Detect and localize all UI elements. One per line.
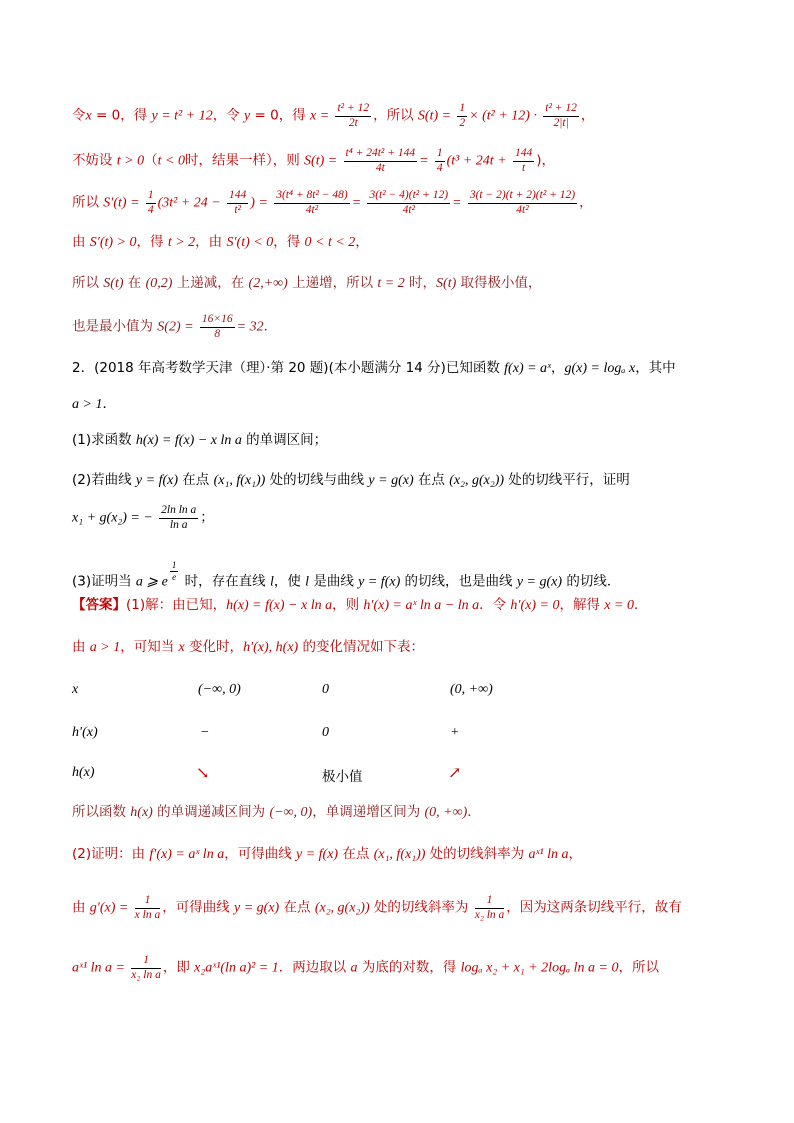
- text: 为底的对数，得: [357, 959, 461, 976]
- text: ，单调递增区间为: [312, 804, 425, 820]
- math: (x₁, f(x₁)): [213, 473, 266, 488]
- text: ，令: [212, 107, 244, 124]
- math: x: [85, 108, 92, 124]
- math: y = g(x): [516, 574, 563, 590]
- math: g′(x) =: [89, 900, 129, 916]
- math: h(x): [130, 805, 153, 820]
- fraction: $\frac{16\times 16}{8}$: [201, 313, 233, 340]
- fraction: $\frac{1}{2}$: [459, 102, 466, 129]
- text: 2．(2018 年高考数学天津（理）·第 20 题)(本小题满分 14 分)已知函数: [72, 360, 505, 376]
- text: 处的切线斜率为: [425, 846, 529, 862]
- math: = 32: [236, 319, 264, 335]
- math: 0 < t < 2: [304, 235, 356, 250]
- table-cell: +: [450, 725, 460, 740]
- answer-line-3: [72, 806, 481, 820]
- math: l: [305, 574, 310, 590]
- math: h(x) = f(x) − x ln a: [135, 433, 242, 448]
- table-cell: (0, +∞): [450, 682, 493, 697]
- math: (t³ + 24t +: [446, 153, 507, 169]
- math: a ⩾ e: [135, 574, 168, 590]
- math: (0,2): [145, 276, 173, 291]
- math: aˣ¹ ln a =: [72, 960, 125, 976]
- math: =: [351, 195, 362, 211]
- math: f(x) = aˣ: [504, 361, 551, 376]
- math: × (t² + 12) ·: [469, 108, 537, 124]
- text: 变化时，: [184, 639, 244, 655]
- fraction: $\frac{1}{\text{x ln a}}$: [134, 894, 161, 921]
- text: ．: [467, 804, 481, 820]
- solution-line-3: [72, 190, 593, 216]
- fraction: $\frac{\text{2ln ln a}}{\text{ln a}}$: [161, 504, 197, 531]
- math: x₁ + g(x₂) = −: [72, 510, 153, 526]
- math: S(t) =: [417, 108, 452, 124]
- text: 上递减，在: [172, 275, 249, 291]
- math: g(x) = logₐ x: [564, 361, 636, 376]
- text: 处的切线与曲线: [265, 472, 369, 488]
- text: ．令: [479, 597, 511, 613]
- text: 令: [72, 107, 86, 124]
- math: (x₂, g(x₂)): [449, 473, 505, 488]
- text: 时，结果一样），则: [184, 152, 305, 169]
- answer-tag: 【答案】: [72, 597, 126, 613]
- text: 由: [72, 639, 90, 655]
- table-cell: (−∞, 0): [198, 682, 241, 697]
- table-cell: 0: [322, 682, 329, 697]
- text: ，因为这两条切线平行，故有: [506, 899, 682, 916]
- text: 的切线．: [562, 573, 621, 590]
- text: ，所以: [373, 107, 418, 124]
- text: （: [144, 152, 158, 169]
- math: l: [269, 574, 274, 590]
- text: 的切线，也是曲线: [400, 573, 517, 590]
- text: ，: [551, 360, 565, 376]
- text: )，: [536, 152, 555, 169]
- text: 处的切线斜率为: [369, 899, 473, 916]
- math: y = g(x): [234, 900, 280, 916]
- text: ，: [568, 846, 583, 862]
- text: ，得: [273, 234, 305, 250]
- math: S(t): [436, 276, 457, 291]
- text: 的单调区间；: [241, 432, 328, 448]
- text: 由: [72, 234, 90, 250]
- text: 处的切线平行，证明: [504, 472, 630, 488]
- table-cell: 极小值: [322, 769, 363, 785]
- solution-line-1: [72, 103, 594, 129]
- text: ，: [355, 234, 369, 250]
- math: =: [452, 195, 462, 211]
- text: 在点: [413, 472, 450, 488]
- math: (x₂, g(x₂)): [314, 900, 370, 916]
- text: 的单调递减区间为: [152, 804, 270, 820]
- math: t > 0: [116, 153, 145, 169]
- text: = 0，得: [91, 107, 152, 124]
- solution-line-2: [72, 148, 555, 174]
- math: logₐ x₂ + x₁ + 2logₐ ln a = 0: [460, 960, 619, 976]
- text: 的变化情况如下表：: [298, 639, 424, 655]
- math: y = g(x): [368, 473, 414, 488]
- fraction: $\frac{144}{\text{t²}}$: [229, 189, 247, 216]
- math: a: [350, 960, 358, 976]
- text: 由: [72, 899, 90, 916]
- text: ，则: [332, 597, 364, 613]
- text: (2)证明：由: [72, 846, 150, 862]
- question-1: [72, 434, 327, 448]
- math: =: [419, 153, 429, 169]
- math: (0, +∞): [424, 805, 468, 820]
- text: 所以: [72, 275, 104, 291]
- text: ，可得曲线: [162, 899, 235, 916]
- math: y = f(x): [358, 574, 401, 590]
- math: t < 0: [157, 153, 185, 169]
- text: ；: [200, 509, 214, 526]
- text: 是曲线: [309, 573, 359, 590]
- fraction: $\frac{1}{4}$: [147, 189, 154, 216]
- answer-line-4: [72, 848, 582, 862]
- fraction: $\frac{1}{4}$: [436, 147, 443, 174]
- table-cell: 0: [322, 725, 329, 740]
- math: y: [244, 108, 251, 124]
- text: 不妨设: [72, 152, 117, 169]
- math: y = f(x): [135, 473, 179, 488]
- text: ，所以: [618, 959, 660, 976]
- table-cell: −: [200, 725, 210, 740]
- math: f′(x) = aˣ ln a: [149, 847, 225, 862]
- math: y = t² + 12: [151, 108, 213, 124]
- math: x = 0: [604, 598, 634, 613]
- math: h(x) = f(x) − x ln a: [226, 598, 333, 613]
- text: ，即: [162, 959, 195, 976]
- text: 上递增，所以: [287, 275, 378, 291]
- fraction: $\frac{\text{t⁴ + 24t² + 144}}{4t}$: [345, 147, 416, 174]
- text: ，可得曲线: [224, 846, 296, 862]
- text: (2)若曲线: [72, 472, 136, 488]
- fraction: $\frac{\text{3(t − 2)(t + 2)(t² + 12)}}{\text{4t²}}$: [469, 189, 576, 216]
- fraction: $\frac{\text{3(t² − 4)(t² + 12)}}{\text{4t²}}$: [369, 189, 449, 216]
- text: ，其中: [635, 360, 676, 376]
- text: 所以: [72, 194, 104, 211]
- question-3: [72, 561, 620, 590]
- text: 取得极小值，: [456, 275, 542, 291]
- problem-2-condition: [72, 398, 116, 412]
- math: h′(x) = 0: [510, 598, 560, 613]
- text: 在: [123, 275, 146, 291]
- text: ，使: [273, 573, 306, 590]
- question-2: [72, 474, 630, 488]
- text: (1)解：由已知，: [126, 597, 227, 613]
- fraction: $\frac{\text{3(t⁴ + 8t² − 48)}}{\text{4t²}}$: [276, 189, 348, 216]
- increasing-arrow-icon: ↗: [448, 763, 462, 782]
- fraction: $\frac{\text{t² + 12}}{2|t|}$: [545, 102, 577, 129]
- math: S′(t) < 0: [226, 235, 274, 250]
- fraction: $\frac{\text{t² + 12}}{2t}$: [337, 102, 370, 129]
- math: S(t) =: [304, 153, 338, 169]
- math: h′(x), h(x): [243, 640, 299, 655]
- math: S(t): [103, 276, 124, 291]
- math: h′(x) = aˣ ln a − ln a: [363, 598, 480, 613]
- math: (3t² + 24 −: [157, 195, 221, 211]
- text: 也是最小值为: [72, 318, 158, 335]
- decreasing-arrow-icon: ↘: [196, 763, 210, 782]
- math: (2,+∞): [248, 276, 288, 291]
- text: 时，存在直线: [180, 573, 270, 590]
- math: x₂aˣ¹(ln a)² = 1: [194, 960, 279, 976]
- text: ，解得: [559, 597, 605, 613]
- question-2-formula: [72, 505, 214, 531]
- text: 所以函数: [72, 804, 131, 820]
- math: x =: [310, 108, 330, 124]
- answer-line-2: [72, 641, 424, 655]
- solution-line-4: [72, 236, 369, 250]
- math: t = 2: [377, 276, 405, 291]
- text: ．: [102, 396, 116, 412]
- math: a > 1: [72, 397, 103, 412]
- text: ，可知当: [120, 639, 179, 655]
- text: ．: [633, 597, 648, 613]
- solution-line-6: [72, 314, 277, 340]
- fraction: $\frac{1}{\text{x₂ ln a}}$: [131, 954, 161, 981]
- text: 在点: [338, 846, 374, 862]
- text: 在点: [279, 899, 315, 916]
- solution-line-5: [72, 277, 542, 291]
- text: = 0，得: [250, 107, 310, 124]
- answer-line-1: [72, 599, 647, 613]
- math: (−∞, 0): [269, 805, 313, 820]
- text: ．: [263, 318, 278, 335]
- text: ，: [580, 107, 595, 124]
- math: (x₁, f(x₁)): [373, 847, 426, 862]
- math: t > 2: [167, 235, 196, 250]
- table-cell: h′(x): [72, 725, 98, 740]
- text: 时，: [404, 275, 437, 291]
- math: S(2) =: [157, 319, 194, 335]
- answer-line-6: [72, 955, 659, 981]
- fraction: $\frac{144}{t}$: [514, 147, 533, 174]
- text: ，: [579, 194, 593, 211]
- math: a > 1: [89, 640, 121, 655]
- math: y = f(x): [296, 847, 339, 862]
- math: S′(t) > 0: [89, 235, 137, 250]
- text: ．两边取以: [278, 959, 351, 976]
- text: ，由: [195, 234, 227, 250]
- text: (3)证明当: [72, 573, 136, 590]
- problem-2-statement: [72, 362, 676, 376]
- exponent-fraction: $\frac{1}{e}$: [171, 560, 177, 582]
- text: 在点: [178, 472, 214, 488]
- answer-line-5: [72, 895, 682, 921]
- math: ) =: [250, 195, 268, 211]
- math: aˣ¹ ln a: [528, 847, 569, 862]
- table-cell: x: [72, 682, 79, 697]
- math: S′(t) =: [103, 195, 140, 211]
- math: x: [178, 640, 185, 655]
- fraction: $\frac{1}{\text{x₂ ln a}}$: [474, 894, 505, 921]
- table-cell: h(x): [72, 765, 95, 780]
- text: (1)求函数: [72, 432, 136, 448]
- text: ，得: [136, 234, 168, 250]
